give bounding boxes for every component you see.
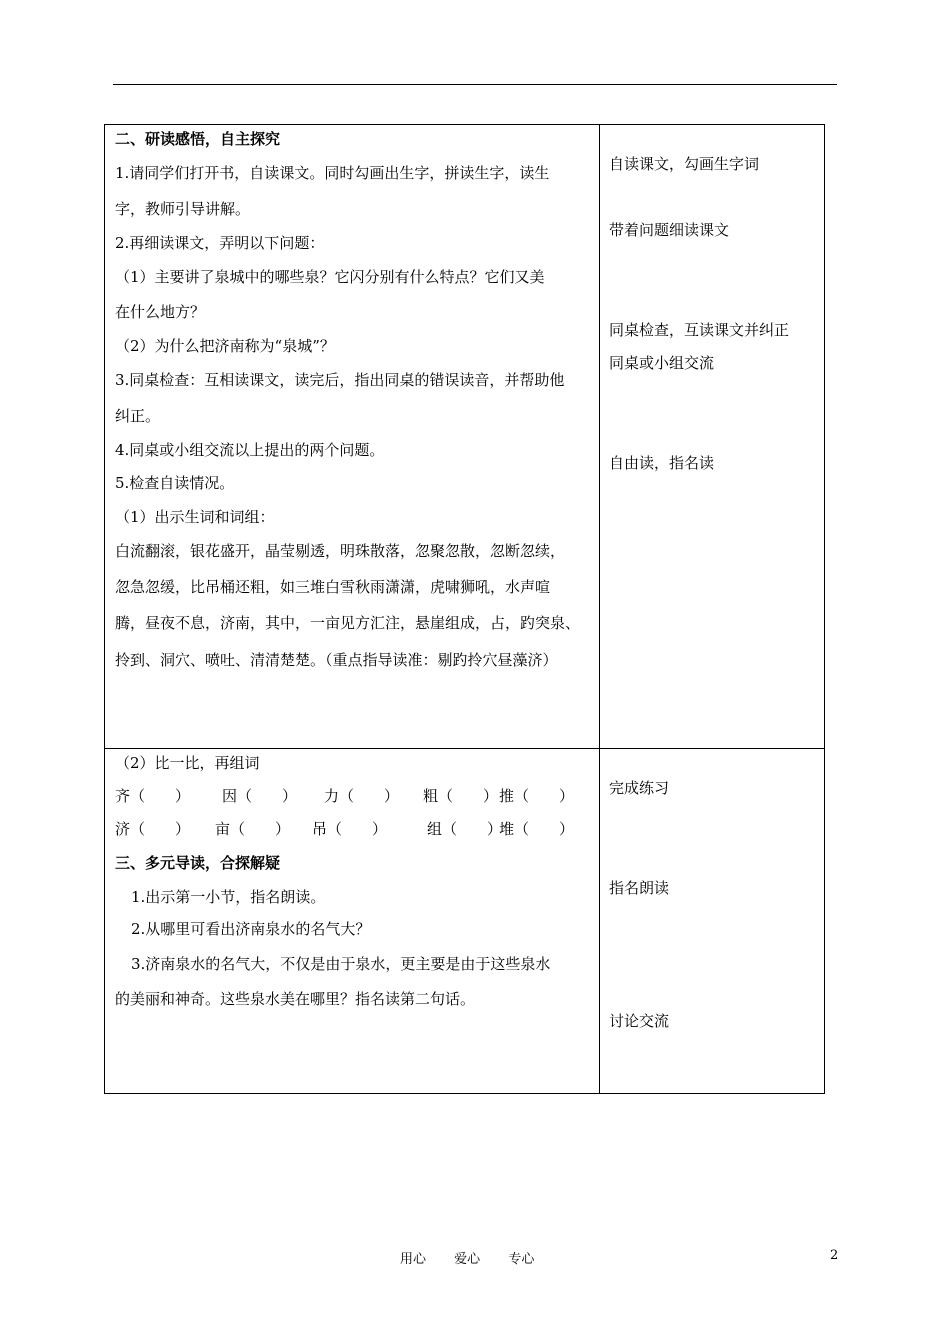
text-line: 2.再细读课文，弄明以下问题： — [115, 234, 325, 252]
compare-item: 亩（ ） — [215, 820, 291, 838]
compare-item: 粗（ ） — [423, 787, 499, 805]
text-line: 在什么地方？ — [115, 303, 206, 321]
motto-word: 专心 — [508, 1252, 535, 1267]
compare-item: 齐（ ） — [115, 787, 191, 805]
header-rule — [113, 84, 837, 85]
motto-word: 用心 — [400, 1252, 427, 1267]
activity-note: 指名朗读 — [609, 879, 670, 897]
compare-item: 组（ ） — [427, 820, 503, 838]
compare-item: 因（ ） — [222, 787, 298, 805]
activity-note: 同桌检查，互读课文并纠正 — [609, 321, 790, 339]
text-line: 3.济南泉水的名气大，不仅是由于泉水，更主要是由于这些泉水 — [131, 955, 551, 973]
motto-word: 爱心 — [454, 1252, 481, 1267]
text-line: （1）主要讲了泉城中的哪些泉？它闪分别有什么特点？它们又美 — [115, 268, 545, 286]
activity-note: 完成练习 — [609, 779, 670, 797]
compare-item: 吊（ ） — [312, 820, 388, 838]
compare-item: 力（ ） — [324, 787, 400, 805]
compare-item: 济（ ） — [115, 820, 191, 838]
activity-note: 带着问题细读课文 — [609, 221, 730, 239]
text-line: 1.请同学们打开书，自读课文。同时勾画出生字，拼读生字，读生 — [115, 164, 550, 182]
page-number: 2 — [830, 1248, 839, 1263]
section-heading: 二、研读感悟，自主探究 — [115, 130, 281, 148]
section-heading: 三、多元导读，合探解疑 — [115, 854, 281, 872]
text-line: 腾，昼夜不息，济南，其中，一亩见方汇注，悬崖组成，占，趵突泉、 — [115, 614, 581, 632]
text-line: 2.从哪里可看出济南泉水的名气大？ — [131, 920, 371, 938]
text-line: 纠正。 — [115, 407, 161, 425]
text-line: 的美丽和神奇。这些泉水美在哪里？指名读第二句话。 — [115, 990, 476, 1008]
text-line: 4.同桌或小组交流以上提出的两个问题。 — [115, 441, 385, 459]
activity-note: 自由读，指名读 — [609, 454, 715, 472]
text-line: 拎到、洞穴、喷吐、清清楚楚。（重点指导读准：剔趵拎穴昼藻济） — [115, 651, 558, 669]
activity-note: 同桌或小组交流 — [609, 354, 715, 372]
activity-note: 讨论交流 — [609, 1012, 670, 1030]
text-line: （2）为什么把济南称为“泉城”？ — [115, 337, 335, 355]
column-divider — [599, 749, 600, 1093]
text-line: （1）出示生词和词组： — [115, 508, 275, 526]
column-divider — [599, 125, 600, 748]
text-line: 1.出示第一小节，指名朗读。 — [131, 888, 326, 906]
footer-motto — [400, 1248, 558, 1267]
text-line: 忽急忽缓，比吊桶还粗，如三堆白雪秋雨潇潇，虎啸狮吼，水声喧 — [115, 578, 551, 596]
text-line: （2）比一比，再组词 — [115, 754, 260, 772]
compare-item: 堆（ ） — [499, 820, 575, 838]
compare-item: 推（ ） — [499, 787, 575, 805]
text-line: 5.检查自读情况。 — [115, 474, 235, 492]
text-line: 字，教师引导讲解。 — [115, 200, 251, 218]
text-line: 白流翻滚，银花盛开，晶莹剔透，明珠散落，忽聚忽散，忽断忽续， — [115, 542, 566, 560]
activity-note: 自读课文，勾画生字词 — [609, 155, 760, 173]
text-line: 3.同桌检查：互相读课文，读完后，指出同桌的错误读音，并帮助他 — [115, 371, 565, 389]
lesson-table-2 — [104, 748, 825, 1094]
lesson-table-1 — [104, 124, 825, 749]
